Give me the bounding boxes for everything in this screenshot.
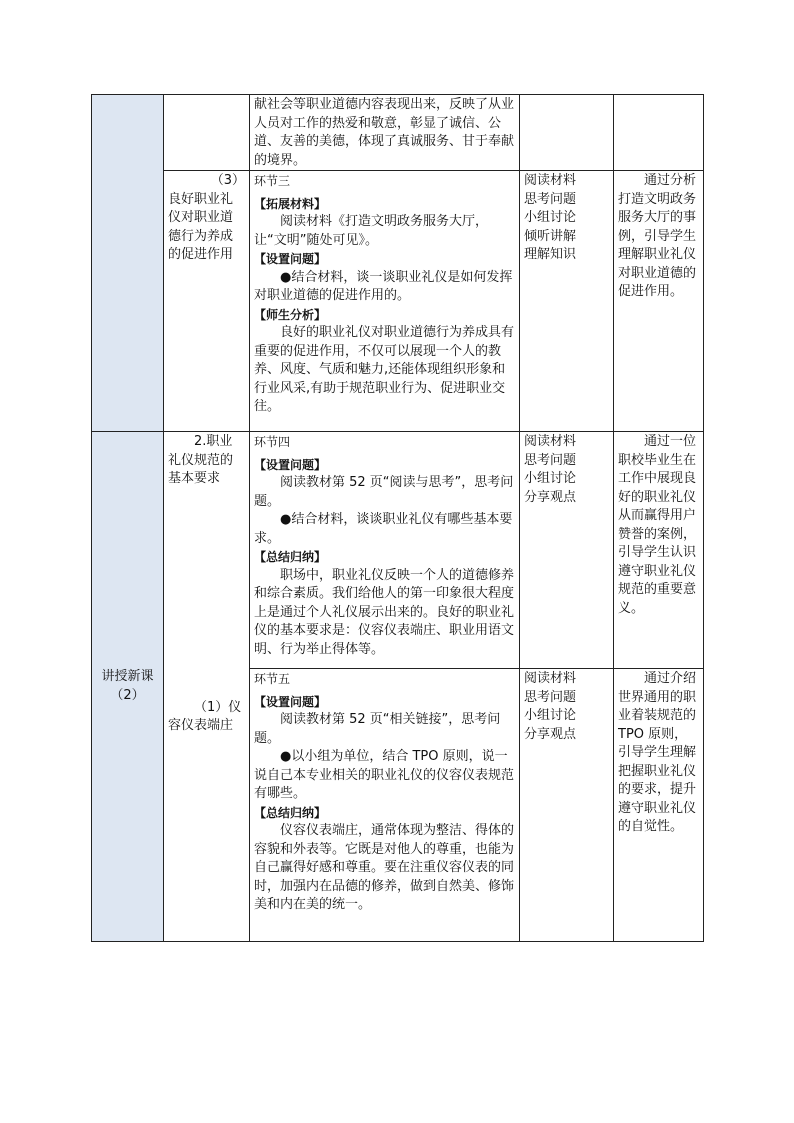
topic-title: 良好职业礼仪对职业道德行为养成的促进作用 (168, 191, 234, 262)
question-text: ●结合材料，谈一谈职业礼仪是如何发挥对职业道德的促进作用的。 (254, 269, 513, 303)
question-text: ●以小组为单位，结合 TPO 原则，说一说自己本专业相关的职业礼仪的仪容仪表规范有哪些。 (254, 749, 515, 801)
method-item: 理解知识 (524, 247, 577, 262)
table-row (92, 432, 704, 669)
intent-text: 通过分析打造文明政务服务大厅的事例，引导学生理解职业礼仪对职业道德的促进作用。 (618, 173, 697, 299)
content-text: 阅读教材第 52 页“阅读与思考”，思考问题。 (254, 475, 514, 509)
topic-title: 2.职业礼仪规范的基本要求 (168, 434, 234, 486)
intent-cell (614, 171, 704, 432)
lesson-plan-table (91, 94, 704, 942)
section-label: 【设置问题】 (254, 252, 327, 266)
question-text: ●结合材料，谈谈职业礼仪有哪些基本要求。 (254, 512, 513, 546)
content-text: 献社会等职业道德内容表现出来，反映了从业人员对工作的热爱和敬意，彰显了诚信、公道、友善的美德，体现了真诚服务、甘于奉献的境界。 (254, 97, 515, 168)
method-cell (520, 171, 614, 432)
link-title: 环节五 (254, 672, 291, 686)
content-text: 阅读材料《打造文明政务服务大厅，让“文明”随处可见》。 (254, 214, 489, 248)
method-item: 阅读材料 (524, 173, 577, 188)
content-cell (250, 669, 520, 942)
section-label: 【总结归纳】 (254, 805, 327, 820)
content-text: 良好的职业礼仪对职业道德行为养成具有重要的促进作用，不仅可以展现一个人的教养、风度、气质和魅力,还能体现组织形象和行业风采,有助于规范职业行为、促进职业交往。 (254, 325, 515, 414)
method-item: 思考问题 (524, 191, 577, 207)
method-cell (520, 432, 614, 669)
topic-cell (164, 432, 250, 942)
content-text: 职场中，职业礼仪反映一个人的道德修养和综合素质。我们给他人的第一印象很大程度上是通过个人礼仪展示出来的。良好的职业礼仪的基本要求是：仪容仪表端庄、职业用语文明、行为举止得体等。 (254, 567, 515, 657)
intent-text: 通过介绍世界通用的职业着装规范的 TPO 原则，引导学生理解把握职业礼仪的要求，提升遵守职业礼仪的自觉性。 (618, 671, 697, 834)
topic-number: （3） (210, 173, 245, 188)
table-row (92, 95, 704, 171)
stage-cell-2 (92, 432, 164, 942)
link-title: 环节三 (254, 174, 291, 188)
method-item: 分享观点 (524, 489, 577, 505)
stage-title: 讲授新课 (101, 669, 154, 684)
section-label: 【设置问题】 (254, 457, 327, 472)
spacer (168, 489, 245, 699)
sub-topic-title: （1）仪容仪表端庄 (168, 699, 242, 733)
content-cell (250, 95, 520, 171)
method-item: 阅读材料 (524, 434, 577, 449)
method-item: 小组讨论 (524, 708, 577, 723)
section-label: 【拓展材料】 (254, 196, 327, 211)
table-row (92, 171, 704, 432)
section-label: 【总结归纳】 (254, 550, 327, 564)
intent-cell (614, 432, 704, 669)
method-item: 思考问题 (524, 452, 577, 468)
topic-cell (164, 171, 250, 432)
intent-text: 通过一位职校毕业生在工作中展现良好的职业礼仪从而赢得用户赞誉的案例，引导学生认识遵守职业礼仪规范的重要意义。 (618, 434, 697, 616)
method-cell (520, 95, 614, 171)
method-item: 小组讨论 (524, 210, 577, 225)
method-item: 倾听讲解 (524, 228, 577, 244)
content-text: 阅读教材第 52 页“相关链接”，思考问题。 (254, 712, 501, 746)
intent-cell (614, 669, 704, 942)
content-cell (250, 171, 520, 432)
content-cell (250, 432, 520, 669)
stage-cell-1 (92, 95, 164, 432)
method-item: 小组讨论 (524, 471, 577, 486)
topic-cell (164, 95, 250, 171)
section-label: 【师生分析】 (254, 307, 327, 322)
intent-cell (614, 95, 704, 171)
method-cell (520, 669, 614, 942)
stage-number: （2） (110, 687, 145, 703)
section-label: 【设置问题】 (254, 694, 327, 709)
content-text: 仪容仪表端庄，通常体现为整洁、得体的容貌和外表等。它既是对他人的尊重，也能为自己赢得好感和尊重。要在注重仪容仪表的同时，加强内在品德的修养，做到自然美、修饰美和内在美的统一。 (254, 823, 515, 912)
method-item: 分享观点 (524, 726, 577, 742)
method-item: 阅读材料 (524, 671, 577, 686)
link-title: 环节四 (254, 435, 291, 449)
method-item: 思考问题 (524, 689, 577, 705)
